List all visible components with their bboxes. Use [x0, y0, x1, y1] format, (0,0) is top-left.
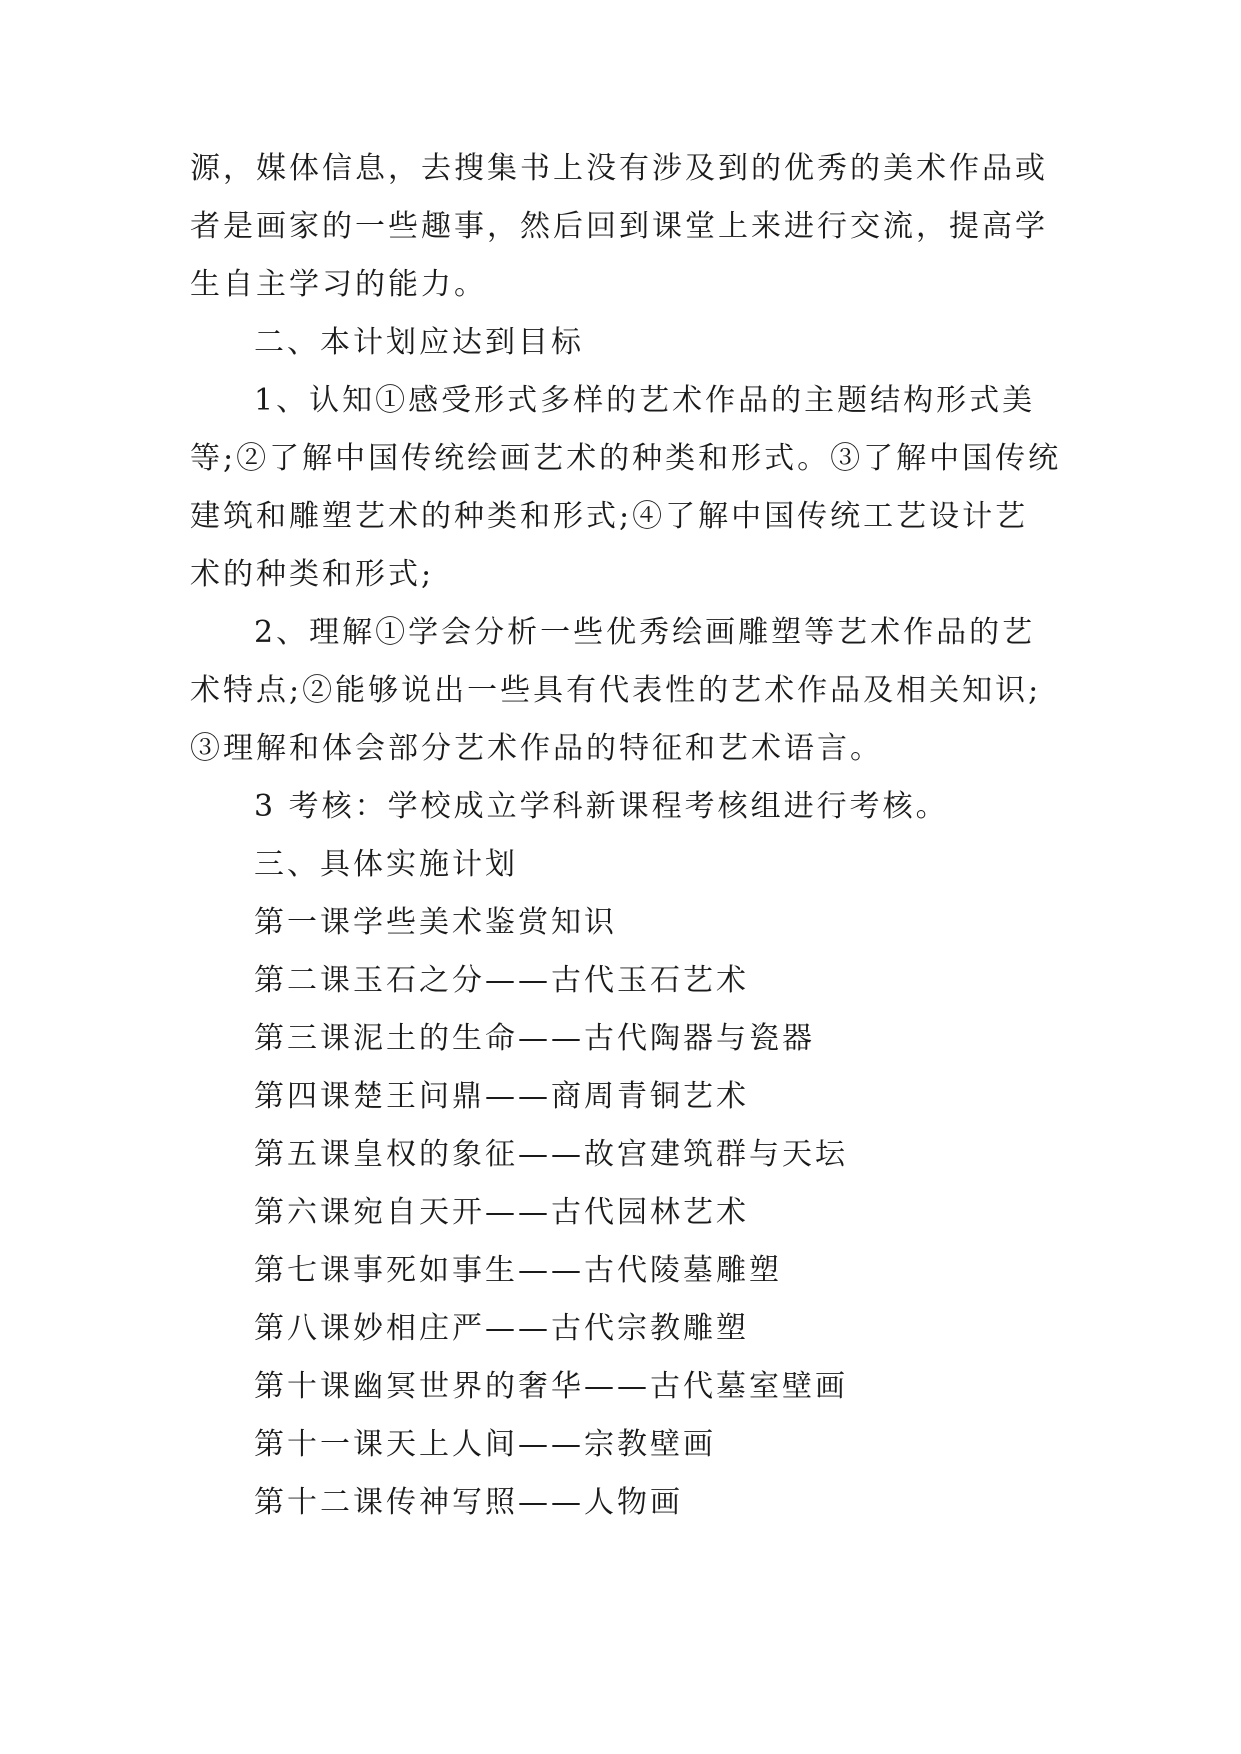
text-line: 1、认知①感受形式多样的艺术作品的主题结构形式美 [254, 383, 1036, 418]
lesson-item: 第十二课传神写照——人物画 [254, 1485, 683, 1520]
text-line: ③理解和体会部分艺术作品的特征和艺术语言。 [190, 731, 883, 766]
lesson-item: 第二课玉石之分——古代玉石艺术 [254, 963, 749, 998]
text-line: 建筑和雕塑艺术的种类和形式;④了解中国传统工艺设计艺 [190, 499, 1029, 534]
lesson-item: 第十课幽冥世界的奢华——古代墓室壁画 [254, 1369, 848, 1404]
lesson-item: 第四课楚王问鼎——商周青铜艺术 [254, 1079, 749, 1114]
text-line: 源，媒体信息，去搜集书上没有涉及到的优秀的美术作品或 [190, 151, 1048, 186]
lesson-item: 第六课宛自天开——古代园林艺术 [254, 1195, 749, 1230]
goal-cognition-paragraph [190, 372, 1060, 604]
text-line: 2、理解①学会分析一些优秀绘画雕塑等艺术作品的艺 [254, 615, 1036, 650]
lesson-item: 第一课学些美术鉴赏知识 [254, 905, 617, 940]
lesson-item: 第八课妙相庄严——古代宗教雕塑 [254, 1311, 749, 1346]
text-line: 术的种类和形式; [190, 557, 435, 592]
text-line: 者是画家的一些趣事，然后回到课堂上来进行交流，提高学 [190, 209, 1048, 244]
lesson-item: 第五课皇权的象征——故宫建筑群与天坛 [254, 1137, 848, 1172]
text-line: 等;②了解中国传统绘画艺术的种类和形式。③了解中国传统 [190, 441, 1062, 476]
lesson-item: 第十一课天上人间——宗教壁画 [254, 1427, 716, 1462]
section-heading-plan: 三、具体实施计划 [254, 847, 518, 882]
lesson-item: 第七课事死如事生——古代陵墓雕塑 [254, 1253, 782, 1288]
goal-understanding-paragraph [190, 604, 1060, 778]
section-heading-goals: 二、本计划应达到目标 [254, 325, 584, 360]
goal-assessment-paragraph: 3 考核：学校成立学科新课程考核组进行考核。 [254, 789, 949, 824]
intro-paragraph [190, 140, 1060, 314]
text-line: 术特点;②能够说出一些具有代表性的艺术作品及相关知识; [190, 673, 1042, 708]
lesson-item: 第三课泥土的生命——古代陶器与瓷器 [254, 1021, 815, 1056]
lesson-list [190, 894, 1060, 1532]
text-line: 生自主学习的能力。 [190, 267, 487, 302]
document-body [190, 140, 1060, 1532]
